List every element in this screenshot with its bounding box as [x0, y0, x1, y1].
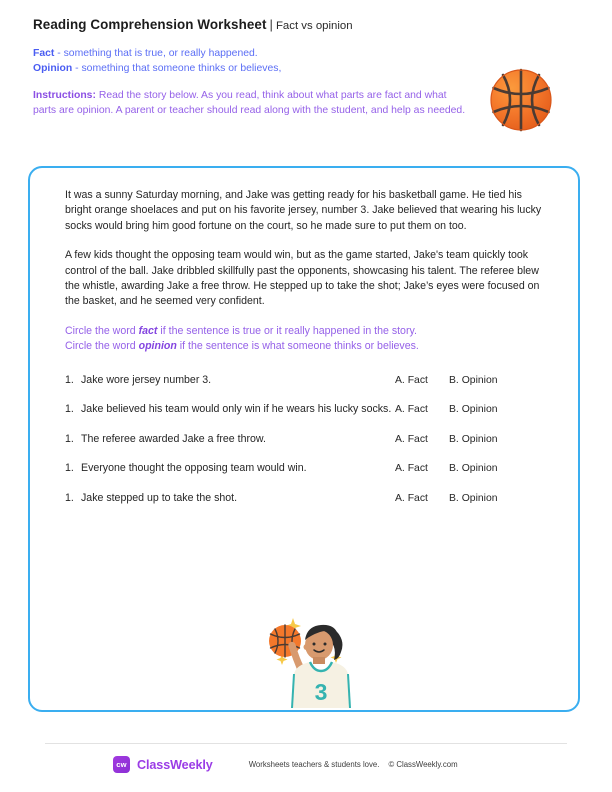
circle-instruction-line-1 — [65, 324, 548, 340]
page-title — [33, 16, 503, 35]
question-text: Jake stepped up to take the shot. — [81, 491, 238, 504]
option-opinion[interactable]: B. Opinion — [449, 433, 498, 445]
footer-divider — [45, 743, 567, 744]
question-prompt — [65, 373, 395, 388]
definition-fact-term: Fact — [33, 48, 55, 59]
circle-instruction — [65, 324, 548, 355]
basketball-player-icon — [258, 612, 362, 708]
footer — [113, 756, 458, 773]
option-fact[interactable]: A. Fact — [395, 492, 428, 504]
question-number: 1. — [65, 491, 74, 504]
option-fact[interactable]: A. Fact — [395, 375, 428, 387]
svg-text:3: 3 — [314, 679, 328, 705]
definition-opinion-text: - something that someone thinks or believes, — [72, 62, 282, 74]
question-item — [65, 432, 548, 447]
question-number: 1. — [65, 374, 74, 387]
circle-line1-keyword: fact — [138, 324, 158, 337]
question-prompt — [65, 461, 395, 476]
question-item — [65, 373, 548, 388]
question-options — [395, 402, 498, 417]
circle-line2-keyword: opinion — [138, 340, 177, 353]
question-text: Jake believed his team would only win if he wears his lucky socks. — [81, 403, 392, 416]
footer-tagline: Worksheets teachers & students love. — [248, 760, 380, 769]
option-opinion[interactable]: B. Opinion — [449, 492, 498, 504]
option-fact[interactable]: A. Fact — [395, 404, 428, 416]
story-block — [65, 188, 548, 310]
question-list — [65, 373, 548, 506]
question-options — [395, 373, 498, 388]
circle-line2-pre: Circle the word — [65, 340, 139, 353]
page-title-main: Reading Comprehension Worksheet — [33, 17, 267, 32]
option-opinion[interactable]: B. Opinion — [449, 375, 498, 387]
question-item — [65, 402, 548, 417]
definition-fact — [33, 47, 503, 62]
instructions-block — [33, 88, 468, 118]
question-prompt — [65, 402, 395, 417]
circle-line1-post: if the sentence is true or it really happened in the story. — [157, 324, 417, 337]
question-number: 1. — [65, 403, 74, 416]
classweekly-logo-icon: cw — [113, 756, 130, 773]
option-opinion[interactable]: B. Opinion — [449, 463, 498, 475]
question-text: Jake wore jersey number 3. — [81, 374, 212, 387]
question-number: 1. — [65, 462, 74, 475]
option-opinion[interactable]: B. Opinion — [449, 404, 498, 416]
basketball-icon — [487, 66, 555, 134]
question-item — [65, 461, 548, 476]
question-number: 1. — [65, 432, 74, 445]
option-fact[interactable]: A. Fact — [395, 463, 428, 475]
definition-opinion-term: Opinion — [33, 62, 73, 74]
story-paragraph-2: A few kids thought the opposing team would win, but as the game started, Jake's team quickly took control of the ball. Jake dribbled skillfully past the opponents, showcasing his talent. The referee blew the whistle, awarding Jake a free throw. He stepped up to take the shot; Jake’s eyes were focused on the basket, and he seemed very confident. — [65, 249, 540, 308]
definition-fact-text: - something that is true, or really happened. — [54, 48, 258, 59]
instructions-label: Instructions: — [33, 90, 96, 102]
worksheet-header — [33, 16, 503, 118]
question-prompt — [65, 432, 395, 447]
circle-line1-pre: Circle the word — [65, 324, 139, 337]
circle-line2-post: if the sentence is what someone thinks or believes. — [176, 340, 419, 353]
question-text: The referee awarded Jake a free throw. — [81, 432, 266, 445]
circle-instruction-line-2 — [65, 339, 548, 355]
question-item — [65, 491, 548, 506]
question-options — [395, 432, 498, 447]
question-options — [395, 461, 498, 476]
instructions-text: Read the story below. As you read, think about what parts are fact and what parts are opinion. A parent or teacher should read along with the student, and help as needed. — [33, 90, 466, 117]
page-title-subtitle: Fact vs opinion — [275, 20, 353, 32]
title-separator: | — [269, 17, 273, 32]
footer-copyright: © ClassWeekly.com — [388, 760, 458, 769]
definitions-block — [33, 47, 503, 76]
definition-opinion — [33, 62, 503, 77]
question-options — [395, 491, 498, 506]
story-paragraph-1: It was a sunny Saturday morning, and Jake was getting ready for his basketball game. He tied his bright orange shoelaces and put on his favorite jersey, number 3. Jake believed that wearing his lucky socks would bring him good fortune on the court, so he made sure to put them on too. — [65, 189, 542, 232]
question-text: Everyone thought the opposing team would win. — [81, 462, 307, 475]
classweekly-wordmark: ClassWeekly — [137, 757, 213, 772]
option-fact[interactable]: A. Fact — [395, 433, 428, 445]
question-prompt — [65, 491, 395, 506]
